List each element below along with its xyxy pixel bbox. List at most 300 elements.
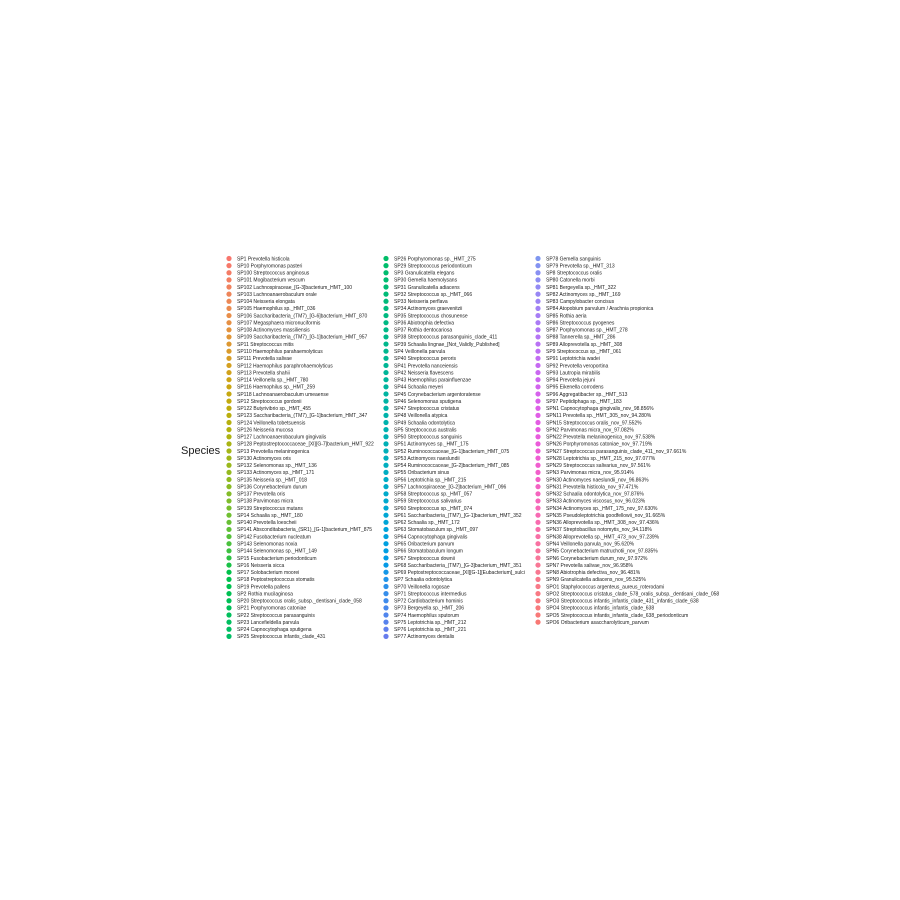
legend-label: SP101 Mogibacterium vescum	[237, 277, 305, 284]
legend-label: SP2 Rothia mucilaginosa	[237, 591, 293, 598]
legend-label: SP107 Megasphaera micronuciformis	[237, 320, 321, 327]
legend-key-dot	[383, 627, 388, 632]
legend-key-dot	[535, 327, 540, 332]
legend-key-dot	[226, 541, 231, 546]
legend-key-dot	[226, 456, 231, 461]
legend-label: SP46 Selenomonas sputigena	[394, 398, 462, 405]
legend-label: SPO4 Streptococcus infantis_infantis_clade_638	[546, 605, 655, 612]
legend-label: SP104 Neisseria elongata	[237, 299, 295, 306]
legend-key-dot	[383, 284, 388, 289]
legend-label: SPN34 Actinomyces sp._HMT_175_nov_97.630%	[546, 505, 658, 512]
legend-key-dot	[226, 513, 231, 518]
legend-label: SP137 Prevotella oris	[237, 491, 286, 498]
legend-key-dot	[535, 320, 540, 325]
legend-key-dot	[535, 313, 540, 318]
legend-key-dot	[383, 327, 388, 332]
legend-label: SP37 Rothia dentocariosa	[394, 327, 453, 334]
legend-key-dot	[226, 627, 231, 632]
legend-key-dot	[535, 377, 540, 382]
legend-key-dot	[383, 605, 388, 610]
legend-label: SPO5 Streptococcus infantis_infantis_clade_638_periodonticum	[546, 612, 689, 619]
legend-key-dot	[383, 477, 388, 482]
legend-label: SP67 Streptococcus downii	[394, 555, 455, 562]
legend-label: SP72 Cardiobacterium hominis	[394, 598, 463, 605]
legend-label: SP24 Capnocytophaga sputigena	[237, 627, 312, 634]
legend-key-dot	[383, 591, 388, 596]
legend-key-dot	[383, 598, 388, 603]
legend-label: SP82 Actinomyces sp._HMT_169	[546, 291, 621, 298]
legend-key-dot	[535, 277, 540, 282]
legend-key-dot	[383, 391, 388, 396]
legend-label: SPN3 Parvimonas micra_nov_95.914%	[546, 470, 634, 477]
legend-key-dot	[226, 363, 231, 368]
legend-label: SP8 Streptococcus oralis	[546, 270, 602, 277]
legend-label: SP10 Porphyromonas pasteri	[237, 263, 303, 270]
legend-key-dot	[535, 284, 540, 289]
legend-label: SP25 Streptococcus infantis_clade_431	[237, 634, 326, 641]
legend-key-dot	[383, 441, 388, 446]
legend-label: SP118 Lachnoanaerobaculum umeaense	[237, 391, 329, 398]
legend-key-dot	[535, 505, 540, 510]
legend-label: SP45 Corynebacterium argentoratense	[394, 391, 481, 398]
legend-key-dot	[226, 634, 231, 639]
legend-key-dot	[226, 548, 231, 553]
legend-label: SP58 Streptococcus sp._HMT_057	[394, 491, 473, 498]
legend-key-dot	[226, 420, 231, 425]
legend-label: SP95 Eikenella corrodens	[546, 384, 604, 391]
legend-label: SP130 Actinomyces oris	[237, 455, 291, 462]
legend-label: SP32 Streptococcus sp._HMT_066	[394, 291, 473, 298]
legend-key-dot	[535, 534, 540, 539]
legend-key-dot	[535, 420, 540, 425]
legend-label: SP113 Prevotella shahii	[237, 370, 290, 377]
legend-key-dot	[383, 377, 388, 382]
legend-label: SPO3 Streptococcus infantis_infantis_clade_431_infantis_clade_638	[546, 598, 699, 605]
legend-label: SP84 Atopobium parvulum / Arachnia propionica	[546, 306, 654, 313]
legend-key-dot	[383, 484, 388, 489]
legend-key-dot	[383, 513, 388, 518]
legend-key-dot	[226, 570, 231, 575]
legend-label: SP111 Prevotella salivae	[237, 356, 292, 363]
legend-label: SP20 Streptococcus oralis_subsp._dentisani_clade_058	[237, 598, 362, 605]
legend-label: SP124 Veillonella tobetsuensis	[237, 420, 306, 427]
legend-key-dot	[535, 341, 540, 346]
legend-key-dot	[226, 484, 231, 489]
legend-key-dot	[535, 391, 540, 396]
legend-label: SP76 Leptotrichia sp._HMT_221	[394, 627, 467, 634]
legend-label: SP39 Schaalia lingnae_[Not_Validly_Published]	[394, 341, 500, 348]
legend-label: SP63 Stomatobaculum sp._HMT_097	[394, 527, 478, 534]
legend-key-dot	[226, 441, 231, 446]
legend-label: SP100 Streptococcus anginosus	[237, 270, 310, 277]
legend-key-dot	[383, 270, 388, 275]
legend-label: SP64 Capnocytophaga gingivalis	[394, 534, 468, 541]
legend-key-dot	[383, 292, 388, 297]
legend-label: SP42 Neisseria flavescens	[394, 370, 454, 377]
legend-label: SP91 Leptotrichia wadei	[546, 356, 600, 363]
legend-label: SP77 Actinomyces dentalis	[394, 634, 455, 641]
legend-key-dot	[535, 263, 540, 268]
legend-key-dot	[226, 527, 231, 532]
legend-label: SP50 Streptococcus sanguinis	[394, 434, 462, 441]
legend-key-dot	[383, 634, 388, 639]
legend-key-dot	[383, 448, 388, 453]
legend-label: SP5 Streptococcus australis	[394, 427, 457, 434]
legend-key-dot	[535, 562, 540, 567]
legend-key-dot	[383, 505, 388, 510]
legend-label: SP105 Haemophilus sp._HMT_036	[237, 306, 316, 313]
legend-label: SPN33 Actinomyces viscosus_nov_96.023%	[546, 498, 646, 505]
legend-label: SP139 Streptococcus mutans	[237, 505, 303, 512]
legend-key-dot	[226, 477, 231, 482]
legend-key-dot	[535, 598, 540, 603]
legend-label: SPN4 Veillonella parvula_nov_95.620%	[546, 541, 635, 548]
legend-key-dot	[383, 263, 388, 268]
legend-key-dot	[535, 570, 540, 575]
legend-key-dot	[226, 256, 231, 261]
legend-label: SPO1 Staphylococcus argenteus_aureus_roterodami	[546, 584, 665, 591]
legend-label: SP38 Streptococcus parasanguinis_clade_411	[394, 334, 498, 341]
legend-key-dot	[535, 434, 540, 439]
legend-label: SP122 Butyrivibrio sp._HMT_455	[237, 406, 311, 413]
legend-label: SP93 Lautropia mirabilis	[546, 370, 601, 377]
legend-key-dot	[226, 591, 231, 596]
legend-label: SP85 Rothia aeria	[546, 313, 587, 320]
legend-key-dot	[226, 334, 231, 339]
legend-label: SP9 Streptococcus sp._HMT_061	[546, 348, 622, 355]
legend-label: SP54 Ruminococcaceae_[G-2]bacterium_HMT_085	[394, 463, 510, 470]
legend-key-dot	[383, 277, 388, 282]
legend-label: SP59 Streptococcus salivarius	[394, 498, 462, 505]
legend-key-dot	[383, 299, 388, 304]
legend-key-dot	[535, 520, 540, 525]
legend-label: SP70 Veillonella rogosae	[394, 584, 450, 591]
legend-key-dot	[535, 463, 540, 468]
legend-key-dot	[383, 548, 388, 553]
legend-key-dot	[226, 434, 231, 439]
legend-key-dot	[226, 520, 231, 525]
legend-key-dot	[535, 577, 540, 582]
legend-label: SP52 Ruminococcaceae_[G-1]bacterium_HMT_075	[394, 448, 510, 455]
legend-key-dot	[535, 470, 540, 475]
legend-label: SP80 Catonella morbi	[546, 277, 595, 284]
legend-key-dot	[535, 605, 540, 610]
legend-key-dot	[535, 256, 540, 261]
legend-label: SP141 Absconditabacteria_(SR1)_[G-1]bacterium_HMT_875	[237, 527, 373, 534]
legend-items	[226, 256, 719, 640]
legend-label: SP127 Lachnoanaerobaculum gingivalis	[237, 434, 327, 441]
legend-label: SP26 Porphyromonas sp._HMT_275	[394, 256, 476, 263]
legend-label: SP17 Solobacterium moorei	[237, 570, 300, 577]
legend-label: SPO2 Streptococcus cristatus_clade_578_oralis_subsp._dentisani_clade_058	[546, 591, 720, 598]
legend-label: SP62 Schaalia sp._HMT_172	[394, 520, 460, 527]
legend-key-dot	[226, 370, 231, 375]
legend-key-dot	[383, 413, 388, 418]
legend-label: SP21 Porphyromonas catoniae	[237, 605, 307, 612]
legend-key-dot	[383, 470, 388, 475]
legend-label: SP19 Prevotella pallens	[237, 584, 291, 591]
legend-key-dot	[535, 448, 540, 453]
legend-key-dot	[226, 448, 231, 453]
legend-label: SP142 Fusobacterium nucleatum	[237, 534, 311, 541]
legend-key-dot	[226, 534, 231, 539]
legend-label: SPN32 Schaalia odontolytica_nov_97.876%	[546, 491, 644, 498]
legend-label: SP18 Peptostreptococcus stomatis	[237, 577, 315, 584]
legend-key-dot	[383, 349, 388, 354]
legend-label: SP89 Alloprevotella sp._HMT_308	[546, 341, 623, 348]
legend-key-dot	[383, 420, 388, 425]
legend-label: SP56 Leptotrichia sp._HMT_215	[394, 477, 467, 484]
legend-key-dot	[226, 598, 231, 603]
legend-label: SPN26 Porphyromonas catoniae_nov_97.719%	[546, 441, 653, 448]
legend-key-dot	[535, 334, 540, 339]
legend-key-dot	[226, 292, 231, 297]
legend-label: SP29 Streptococcus periodonticum	[394, 263, 473, 270]
legend-key-dot	[535, 541, 540, 546]
legend-label: SP55 Oribacterium sinus	[394, 470, 450, 477]
legend-key-dot	[535, 270, 540, 275]
legend-key-dot	[226, 491, 231, 496]
legend-key-dot	[226, 270, 231, 275]
legend-label: SP47 Streptococcus cristatus	[394, 406, 460, 413]
legend-key-dot	[226, 277, 231, 282]
legend-label: SP114 Veillonella sp._HMT_780	[237, 377, 309, 384]
legend-label: SP138 Parvimonas micra	[237, 498, 294, 505]
legend-label: SP13 Prevotella melaninogenica	[237, 448, 310, 455]
legend-label: SP116 Haemophilus sp._HMT_259	[237, 384, 316, 391]
legend-label: SP86 Streptococcus pyogenes	[546, 320, 615, 327]
legend-key-dot	[383, 256, 388, 261]
legend-label: SP66 Stomatobaculum longum	[394, 548, 463, 555]
legend-key-dot	[383, 620, 388, 625]
legend-label: SP68 Saccharibacteria_(TM7)_[G-3]bacterium_HMT_351	[394, 562, 522, 569]
legend-key-dot	[535, 299, 540, 304]
legend-label: SP23 Lancefieldella parvula	[237, 619, 299, 626]
legend-label: SPN28 Leptotrichia sp._HMT_215_nov_97.077%	[546, 455, 656, 462]
legend-key-dot	[535, 306, 540, 311]
legend-key-dot	[226, 284, 231, 289]
legend-key-dot	[535, 456, 540, 461]
legend-key-dot	[383, 456, 388, 461]
legend-label: SPN38 Alloprevotella sp._HMT_473_nov_97.239%	[546, 534, 660, 541]
legend-label: SP79 Prevotella sp._HMT_313	[546, 263, 615, 270]
legend-key-dot	[383, 356, 388, 361]
legend-label: SP4 Veillonella parvula	[394, 348, 446, 355]
legend-label: SP103 Lachnoanaerobaculum orale	[237, 291, 317, 298]
legend-key-dot	[383, 406, 388, 411]
legend-key-dot	[535, 406, 540, 411]
legend-label: SP97 Peptidiphaga sp._HMT_183	[546, 398, 622, 405]
legend-label: SPN35 Pseudoleptotrichia goodfellowii_nov_91.665%	[546, 512, 666, 519]
legend-label: SP1 Prevotella histicola	[237, 256, 290, 263]
legend-label: SP36 Abiotrophia defectiva	[394, 320, 455, 327]
legend-key-dot	[383, 612, 388, 617]
legend-key-dot	[226, 555, 231, 560]
legend-label: SP40 Streptococcus peroris	[394, 356, 456, 363]
legend-key-dot	[383, 534, 388, 539]
legend-label: SPN6 Corynebacterium durum_nov_97.972%	[546, 555, 648, 562]
legend-label: SP87 Porphyromonas sp._HMT_278	[546, 327, 628, 334]
legend-key-dot	[383, 555, 388, 560]
legend-key-dot	[535, 349, 540, 354]
legend-label: SP34 Actinomyces graevenitzii	[394, 306, 463, 313]
legend-label: SP144 Selenomonas sp._HMT_149	[237, 548, 317, 555]
legend-label: SP61 Saccharibacteria_(TM7)_[G-1]bacterium_HMT_352	[394, 512, 522, 519]
legend-label: SP94 Prevotella jejuni	[546, 377, 595, 384]
legend-key-dot	[226, 391, 231, 396]
legend-key-dot	[383, 306, 388, 311]
legend-label: SPN31 Prevotella histicola_nov_97.471%	[546, 484, 639, 491]
legend-label: SP109 Saccharibacteria_(TM7)_[G-1]bacterium_HMT_957	[237, 334, 368, 341]
legend-label: SP57 Lachnospiraceae_[G-2]bacterium_HMT_096	[394, 484, 507, 491]
legend-key-dot	[226, 406, 231, 411]
legend-label: SP128 Peptostreptococcaceae_[XI][G-7]bacterium_HMT_922	[237, 441, 374, 448]
legend-label: SP112 Haemophilus paraphrohaemolyticus	[237, 363, 333, 370]
legend-label: SPN7 Prevotella salivae_nov_96.958%	[546, 562, 633, 569]
legend-label: SPN37 Streptobacillus notomytis_nov_94.118%	[546, 527, 652, 534]
legend-label: SP143 Selenomonas noxia	[237, 541, 298, 548]
legend-label: SPN2 Parvimonas micra_nov_97.082%	[546, 427, 634, 434]
legend-label: SP96 Aggregatibacter sp._HMT_513	[546, 391, 628, 398]
legend-label: SPN11 Prevotella sp._HMT_305_nov_94.280%	[546, 413, 652, 420]
legend-key-dot	[535, 498, 540, 503]
legend-label: SP3 Granulicatella elegans	[394, 270, 455, 277]
legend-key-dot	[226, 463, 231, 468]
legend-key-dot	[535, 356, 540, 361]
legend-key-dot	[535, 548, 540, 553]
legend-key-dot	[535, 370, 540, 375]
legend-label: SP31 Granulicatella adiacens	[394, 284, 460, 291]
legend-label: SP140 Prevotella loescheii	[237, 520, 297, 527]
legend-key-dot	[226, 413, 231, 418]
legend-key-dot	[535, 484, 540, 489]
legend-label: SP11 Streptococcus mitis	[237, 341, 294, 348]
legend-key-dot	[226, 399, 231, 404]
legend-label: SP60 Streptococcus sp._HMT_074	[394, 505, 473, 512]
legend-key-dot	[535, 399, 540, 404]
legend-label: SP41 Prevotella nanceiensis	[394, 363, 458, 370]
legend-key-dot	[383, 399, 388, 404]
legend-key-dot	[383, 570, 388, 575]
legend-key-dot	[226, 505, 231, 510]
legend-label: SP123 Saccharibacteria_(TM7)_[G-1]bacterium_HMT_347	[237, 413, 368, 420]
legend-label: SP133 Actinomyces sp._HMT_171	[237, 470, 315, 477]
legend-key-dot	[226, 498, 231, 503]
legend-label: SP69 Peptostreptococcaceae_[XI][G-1][Eubacterium]_sulci	[394, 570, 525, 577]
legend-key-dot	[535, 491, 540, 496]
legend-key-dot	[226, 341, 231, 346]
legend-label: SPN27 Streptococcus parasanguinis_clade_411_nov_97.661%	[546, 448, 687, 455]
legend-label: SP73 Bergeyella sp._HMT_206	[394, 605, 465, 612]
legend-key-dot	[226, 612, 231, 617]
legend-label: SPN36 Alloprevotella sp._HMT_308_nov_97.436%	[546, 520, 660, 527]
legend-key-dot	[383, 562, 388, 567]
legend-label: SP14 Schaalia sp._HMT_180	[237, 512, 303, 519]
legend-key-dot	[226, 356, 231, 361]
legend-label: SP49 Schaalia odontolytica	[394, 420, 455, 427]
legend-key-dot	[226, 349, 231, 354]
legend-label: SPO6 Oribacterium asaccharolyticum_parvum	[546, 619, 649, 626]
legend-label: SP15 Fusobacterium periodonticum	[237, 555, 317, 562]
legend-label: SP108 Actinomyces massiliensis	[237, 327, 310, 334]
legend-label: SP43 Haemophilus parainfluenzae	[394, 377, 471, 384]
legend-label: SP88 Tannerella sp._HMT_286	[546, 334, 616, 341]
legend-key-dot	[535, 513, 540, 518]
legend-label: SP22 Streptococcus parasanguinis	[237, 612, 315, 619]
legend-key-dot	[383, 313, 388, 318]
legend-key-dot	[383, 498, 388, 503]
legend-key-dot	[226, 320, 231, 325]
legend-label: SP110 Haemophilus parahaemolyticus	[237, 348, 323, 355]
legend-label: SPN1 Capnocytophaga gingivalis_nov_98.856%	[546, 406, 654, 413]
legend-label: SP81 Bergeyella sp._HMT_322	[546, 284, 617, 291]
legend-label: SP135 Neisseria sp._HMT_018	[237, 477, 308, 484]
legend-key-dot	[535, 292, 540, 297]
legend-label: SP35 Streptococcus chosunense	[394, 313, 468, 320]
legend-label: SP44 Schaalia meyeri	[394, 384, 444, 391]
legend-key-dot	[383, 463, 388, 468]
legend-key-dot	[383, 527, 388, 532]
legend-label: SP126 Neisseria mucosa	[237, 427, 294, 434]
legend-key-dot	[535, 591, 540, 596]
legend-key-dot	[535, 555, 540, 560]
legend-label: SPN8 Abiotrophia defectiva_nov_96.481%	[546, 570, 641, 577]
legend-key-dot	[383, 370, 388, 375]
legend-key-dot	[226, 377, 231, 382]
legend-label: SP102 Lachnospiraceae_[G-3]bacterium_HMT_100	[237, 284, 353, 291]
legend-key-dot	[383, 334, 388, 339]
legend-key-dot	[383, 584, 388, 589]
legend-label: SP92 Prevotella veroportina	[546, 363, 609, 370]
legend-key-dot	[535, 384, 540, 389]
legend-key-dot	[383, 541, 388, 546]
legend-label: SP33 Neisseria perflava	[394, 299, 448, 306]
legend-key-dot	[383, 363, 388, 368]
legend-key-dot	[535, 620, 540, 625]
legend-key-dot	[535, 441, 540, 446]
legend-key-dot	[226, 562, 231, 567]
legend-label: SPN30 Actinomyces naeslundii_nov_96.863%	[546, 477, 649, 484]
legend-label: SP74 Haemophilus sputorum	[394, 612, 460, 619]
legend-label: SP30 Gemella haemolysans	[394, 277, 458, 284]
legend-label: SP71 Streptococcus intermedius	[394, 591, 467, 598]
legend-key-dot	[535, 612, 540, 617]
legend-label: SP12 Streptococcus gordonii	[237, 398, 302, 405]
legend-key-dot	[226, 313, 231, 318]
legend-key-dot	[383, 341, 388, 346]
legend-key-dot	[226, 384, 231, 389]
legend-key-dot	[535, 413, 540, 418]
legend-key-dot	[535, 363, 540, 368]
legend-label: SP132 Selenomonas sp._HMT_136	[237, 463, 317, 470]
legend-label: SP16 Neisseria sicca	[237, 562, 285, 569]
legend-label: SPN29 Streptococcus salivarius_nov_97.561%	[546, 463, 651, 470]
legend-key-dot	[535, 527, 540, 532]
legend-label: SPN15 Streptococcus oralis_nov_97.552%	[546, 420, 642, 427]
legend-label: SP136 Corynebacterium durum	[237, 484, 308, 491]
legend-key-dot	[226, 263, 231, 268]
legend-key-dot	[226, 327, 231, 332]
legend-label: SP48 Veillonella atypica	[394, 413, 448, 420]
legend-label: SP78 Gemella sanguinis	[546, 256, 601, 263]
legend-title: Species	[181, 445, 221, 457]
legend-label: SP83 Campylobacter concisus	[546, 299, 615, 306]
legend-key-dot	[383, 491, 388, 496]
legend-key-dot	[226, 306, 231, 311]
legend-key-dot	[226, 577, 231, 582]
legend-key-dot	[535, 477, 540, 482]
legend-label: SP75 Leptotrichia sp._HMT_212	[394, 619, 467, 626]
